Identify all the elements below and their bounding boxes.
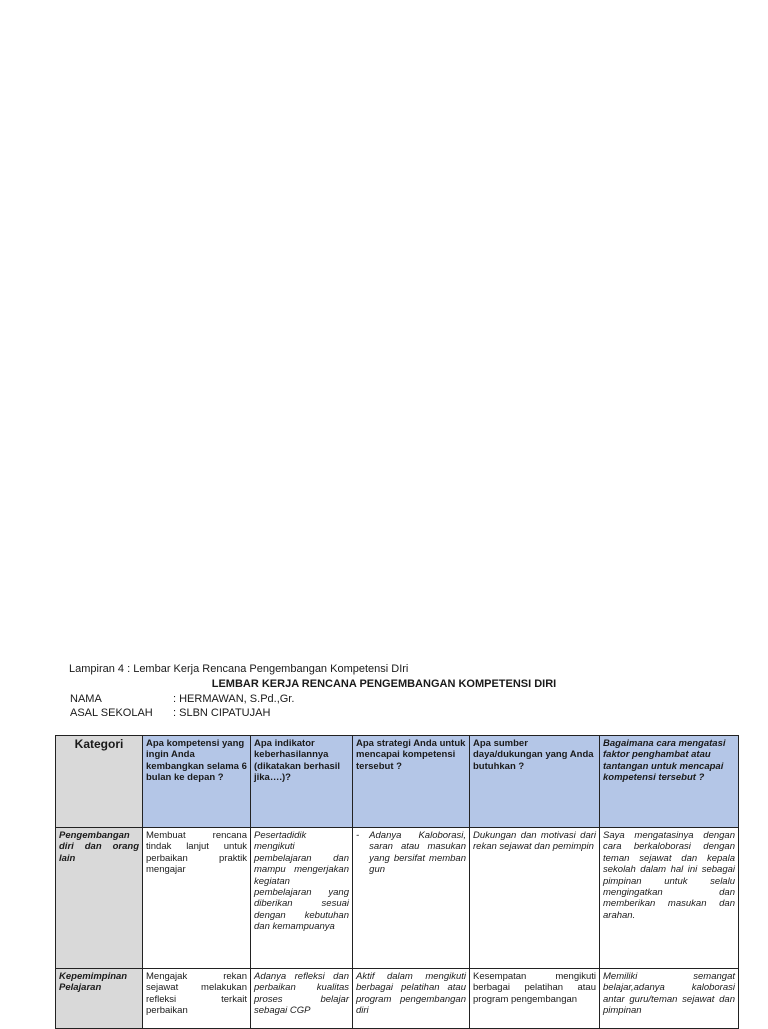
row-kategori: Kepemimpinan Pelajaran xyxy=(56,969,143,1029)
row-mengatasi: Memiliki semangat belajar,adanya kaloborasi antar guru/teman sejawat dan pimpinan xyxy=(600,969,739,1029)
document-title: LEMBAR KERJA RENCANA PENGEMBANGAN KOMPETENSI DIRI xyxy=(211,678,557,690)
school-label: ASAL SEKOLAH xyxy=(70,707,153,719)
table-row xyxy=(56,828,739,969)
table-header-row xyxy=(56,736,739,828)
table-row xyxy=(56,969,739,1029)
header-indikator: Apa indikator keberhasilannya (dikatakan berhasil jika….)? xyxy=(251,736,353,828)
row-kompetensi: Mengajak rekan sejawat melakukan refleksi terkait perbaikan xyxy=(143,969,251,1029)
header-strategi: Apa strategi Anda untuk mencapai kompetensi tersebut ? xyxy=(353,736,470,828)
row-sumber: Kesempatan mengikuti berbagai pelatihan atau program pengembangan xyxy=(470,969,600,1029)
row-strategi: Aktif dalam mengikuti berbagai pelatihan atau program pengembangan diri xyxy=(353,969,470,1029)
header-sumber: Apa sumber daya/dukungan yang Anda butuhkan ? xyxy=(470,736,600,828)
school-value: : SLBN CIPATUJAH xyxy=(173,707,271,719)
row-indikator: Adanya refleksi dan perbaikan kualitas proses belajar sebagai CGP xyxy=(251,969,353,1029)
strategi-dash: - xyxy=(356,830,360,841)
header-mengatasi: Bagaimana cara mengatasi faktor penghambat atau tantangan untuk mencapai kompetensi tersebut ? xyxy=(600,736,739,828)
row-kategori: Pengembangan diri dan orang lain xyxy=(56,828,143,969)
competency-plan-table xyxy=(55,735,739,1029)
row-sumber: Dukungan dan motivasi dari rekan sejawat dan pemimpin xyxy=(470,828,600,969)
row-kompetensi: Membuat rencana tindak lanjut untuk perbaikan praktik mengajar xyxy=(143,828,251,969)
strategi-text: Adanya Kaloborasi, saran atau masukan yang bersifat memban gun xyxy=(369,830,466,876)
row-strategi xyxy=(353,828,470,969)
header-kompetensi: Apa kompetensi yang ingin Anda kembangkan selama 6 bulan ke depan ? xyxy=(143,736,251,828)
row-indikator: Pesertadidik mengikuti pembelajaran dan mampu mengerjakan kegiatan pembelajaran yang diberikan sesuai dengan kebutuhan dan kemampuanya xyxy=(251,828,353,969)
name-value: : HERMAWAN, S.Pd.,Gr. xyxy=(173,693,295,705)
header-kategori: Kategori xyxy=(56,736,143,828)
name-label: NAMA xyxy=(70,693,102,705)
row-mengatasi: Saya mengatasinya dengan cara berkaloborasi dengan teman sejawat dan kepala sekolah dalam hal ini sebagai pimpinan untuk selalu mengingatkan dan memberikan masukan dan arahan. xyxy=(600,828,739,969)
document-caption: Lampiran 4 : Lembar Kerja Rencana Pengembangan Kompetensi DIri xyxy=(69,663,409,675)
